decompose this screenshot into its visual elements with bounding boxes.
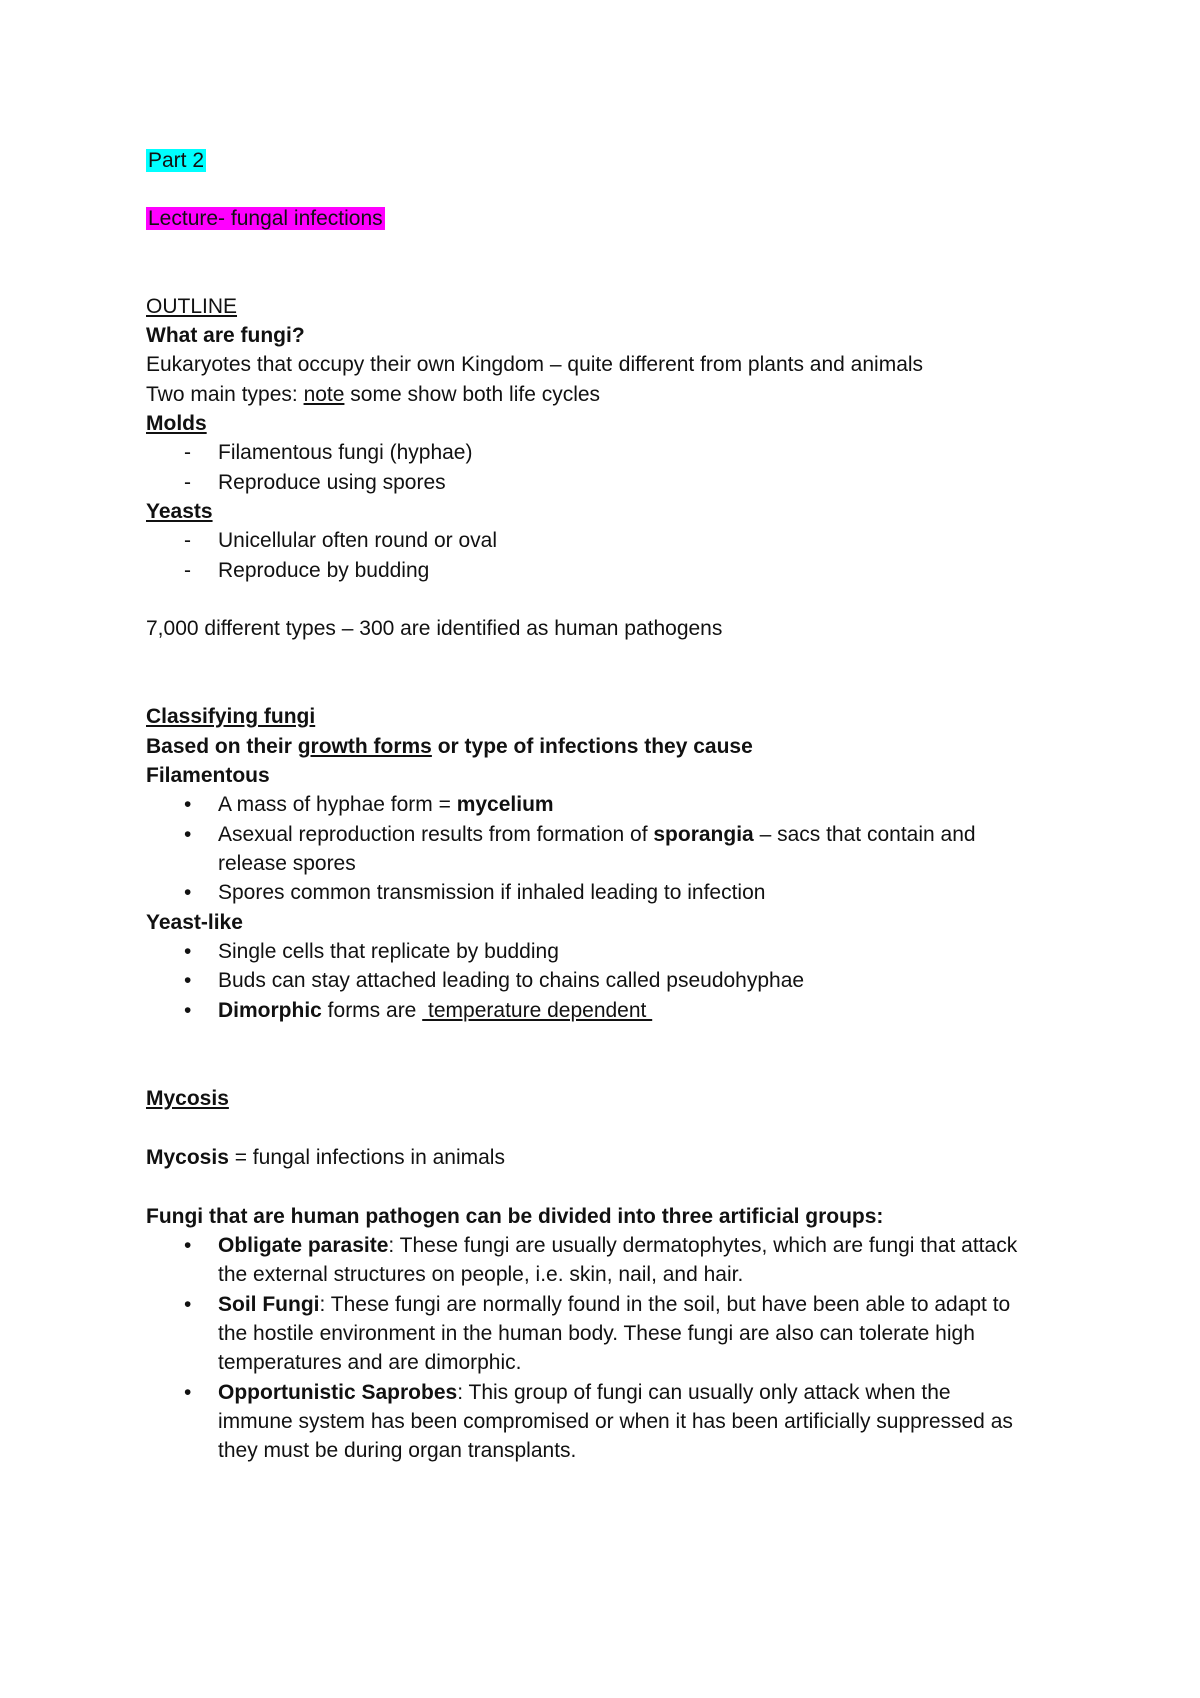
list-item: Reproduce by budding [218, 559, 430, 582]
list-item: Filamentous fungi (hyphae) [218, 441, 473, 464]
mycosis-definition: Mycosis = fungal infections in animals [146, 1146, 505, 1169]
list-item: Obligate parasite: These fungi are usually dermatophytes, which are fungi that attack [218, 1234, 1018, 1257]
bullet-marker: • [184, 823, 192, 846]
list-item-continuation: the hostile environment in the human body. These fungi are also can tolerate high [218, 1322, 975, 1345]
list-item-continuation: immune system has been compromised or when it has been artificially suppressed as [218, 1410, 1013, 1433]
part-label: Part 2 [148, 149, 205, 172]
lecture-title: Lecture- fungal infections [148, 207, 383, 230]
dash-marker: - [184, 559, 191, 582]
filamentous-heading: Filamentous [146, 764, 270, 787]
classifying-basis: Based on their growth forms or type of infections they cause [146, 735, 753, 758]
list-item: Unicellular often round or oval [218, 529, 497, 552]
mycosis-heading: Mycosis [146, 1087, 229, 1110]
pathogen-count-line: 7,000 different types – 300 are identified as human pathogens [146, 617, 723, 640]
list-item: A mass of hyphae form = mycelium [218, 793, 554, 816]
list-item: Dimorphic forms are temperature dependent [218, 999, 653, 1022]
bullet-marker: • [184, 1293, 192, 1316]
bullet-marker: • [184, 1381, 192, 1404]
outline-question: What are fungi? [146, 324, 305, 347]
outline-line: Eukaryotes that occupy their own Kingdom – quite different from plants and animals [146, 353, 924, 376]
outline-line: Two main types: note some show both life cycles [146, 383, 601, 406]
dash-marker: - [184, 441, 191, 464]
list-item: Soil Fungi: These fungi are normally found in the soil, but have been able to adapt to [218, 1293, 1011, 1316]
list-item: Opportunistic Saprobes: This group of fungi can usually only attack when the [218, 1381, 951, 1404]
bullet-marker: • [184, 999, 192, 1022]
list-item: Reproduce using spores [218, 471, 446, 494]
list-item-continuation: they must be during organ transplants. [218, 1439, 577, 1462]
dash-marker: - [184, 529, 191, 552]
dash-marker: - [184, 471, 191, 494]
list-item: Single cells that replicate by budding [218, 940, 559, 963]
outline-heading: OUTLINE [146, 295, 238, 318]
list-item: Spores common transmission if inhaled leading to infection [218, 881, 766, 904]
list-item-continuation: the external structures on people, i.e. skin, nail, and hair. [218, 1263, 744, 1286]
bullet-marker: • [184, 940, 192, 963]
classifying-heading: Classifying fungi [146, 705, 316, 728]
bullet-marker: • [184, 1234, 192, 1257]
bullet-marker: • [184, 793, 192, 816]
list-item: Buds can stay attached leading to chains called pseudohyphae [218, 969, 805, 992]
list-item-continuation: temperatures and are dimorphic. [218, 1351, 522, 1374]
groups-heading: Fungi that are human pathogen can be divided into three artificial groups: [146, 1205, 884, 1228]
bullet-marker: • [184, 881, 192, 904]
list-item-continuation: release spores [218, 852, 356, 875]
molds-heading: Molds [146, 412, 207, 435]
list-item: Asexual reproduction results from formation of sporangia – sacs that contain and [218, 823, 976, 846]
yeast-like-heading: Yeast-like [146, 911, 243, 934]
yeasts-heading: Yeasts [146, 500, 213, 523]
bullet-marker: • [184, 969, 192, 992]
